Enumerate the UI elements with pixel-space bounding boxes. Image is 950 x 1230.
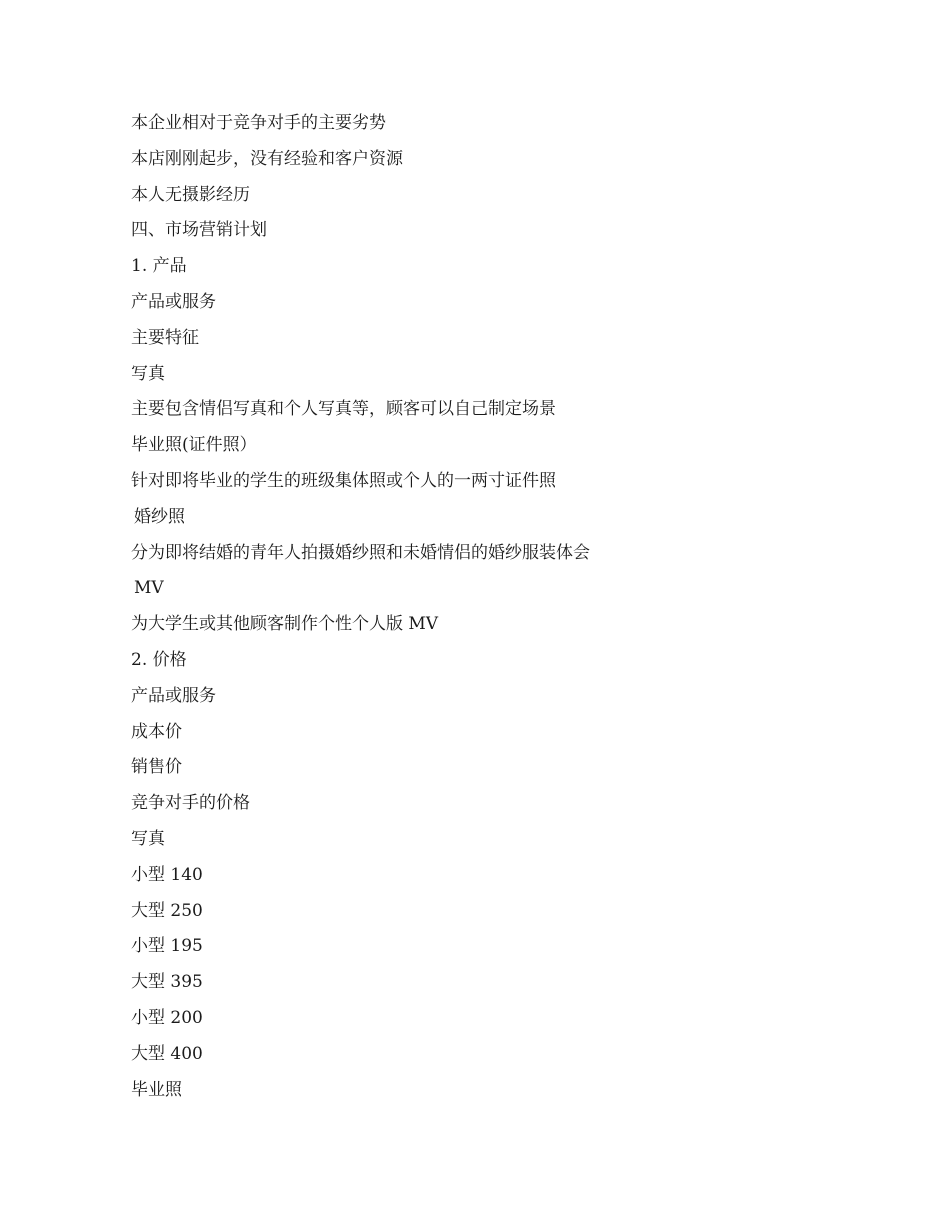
- text-line: 大型 400: [131, 1043, 203, 1064]
- text-line: 针对即将毕业的学生的班级集体照或个人的一两寸证件照: [131, 470, 556, 491]
- text-line: 为大学生或其他顾客制作个性个人版 MV: [131, 614, 439, 635]
- text-line: 小型 140: [131, 864, 203, 885]
- text-line: MV: [134, 578, 164, 599]
- text-line: 成本价: [131, 721, 182, 742]
- text-line: 写真: [131, 363, 165, 384]
- subsection-heading: 1. 产品: [131, 256, 187, 277]
- text-line: 产品或服务: [131, 291, 216, 312]
- text-line: 销售价: [131, 757, 182, 778]
- text-line: 本人无摄影经历: [131, 184, 250, 205]
- text-line: 小型 195: [131, 936, 203, 957]
- text-line: 大型 395: [131, 972, 203, 993]
- text-line: 分为即将结婚的青年人拍摄婚纱照和未婚情侣的婚纱服装体会: [131, 542, 590, 563]
- text-line: 小型 200: [131, 1007, 203, 1028]
- document-body: [131, 106, 831, 1108]
- text-line: 大型 250: [131, 900, 203, 921]
- text-line: 产品或服务: [131, 685, 216, 706]
- text-line: 主要包含情侣写真和个人写真等，顾客可以自己制定场景: [131, 399, 556, 420]
- text-line: 毕业照: [131, 1079, 182, 1100]
- subsection-heading: 2. 价格: [131, 649, 187, 670]
- text-line: 本店刚刚起步，没有经验和客户资源: [131, 148, 403, 169]
- text-line: 竞争对手的价格: [131, 793, 250, 814]
- text-line: 写真: [131, 828, 165, 849]
- text-line: 本企业相对于竞争对手的主要劣势: [131, 113, 386, 133]
- text-line: 毕业照(证件照）: [131, 435, 257, 456]
- text-line: 婚纱照: [134, 506, 185, 527]
- section-heading: 四、市场营销计划: [131, 220, 267, 241]
- text-line: 主要特征: [131, 327, 199, 348]
